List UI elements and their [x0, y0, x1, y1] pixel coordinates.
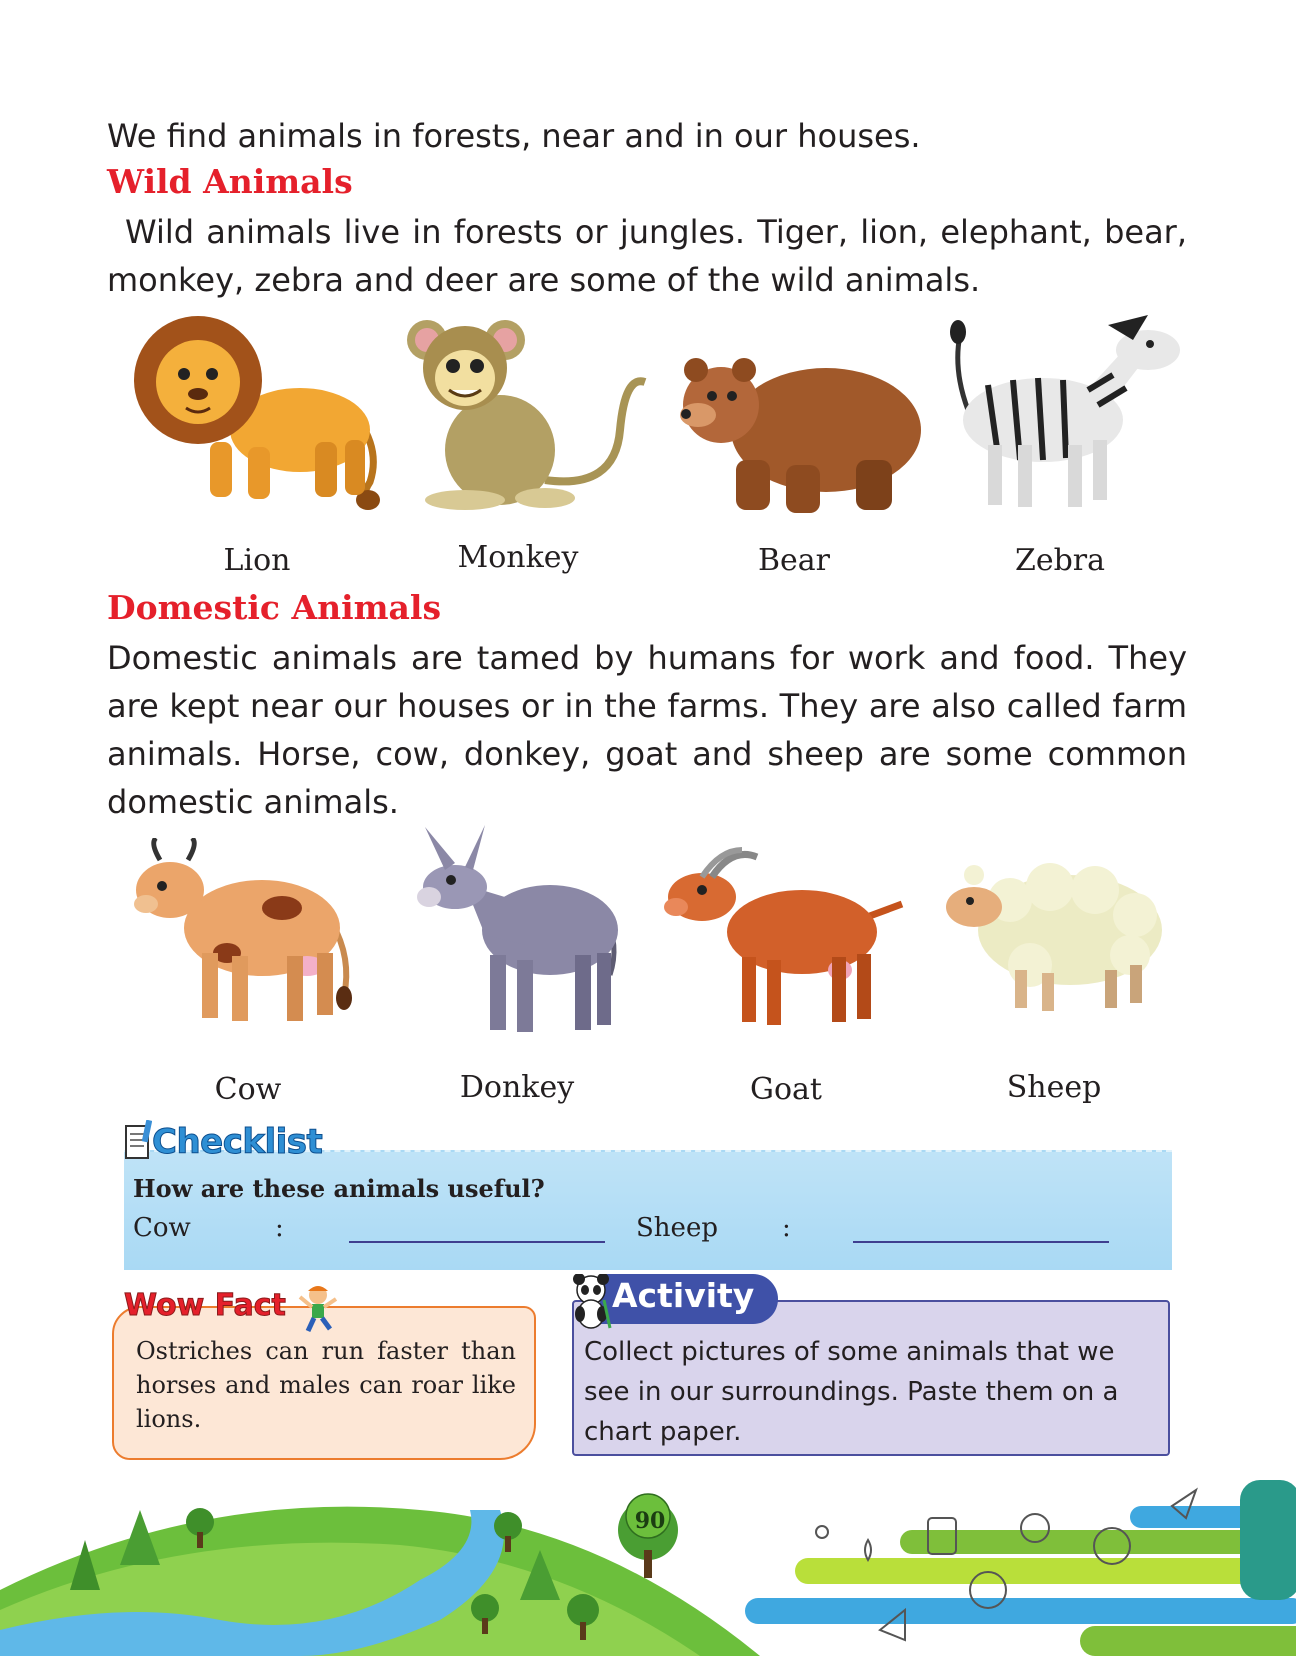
cow-illustration: [132, 838, 362, 1033]
intro-text: We find animals in forests, near and in our houses.: [107, 117, 921, 155]
zebra-illustration: [948, 300, 1188, 520]
caption-goat: Goat: [750, 1072, 822, 1107]
caption-sheep: Sheep: [1006, 1070, 1102, 1105]
bear-illustration: [676, 350, 926, 520]
caption-monkey: Monkey: [457, 540, 579, 575]
caption-lion: Lion: [223, 543, 291, 578]
goat-illustration: [662, 842, 912, 1032]
caption-donkey: Donkey: [459, 1070, 575, 1105]
wild-animals-text: Wild animals live in forests or jungles. Tiger, lion, elephant, bear, monkey, zebra and deer are some of the wild animals.: [107, 213, 1187, 299]
checklist-item-sheep: Sheep: [636, 1213, 718, 1243]
checklist-colon-sheep: :: [782, 1213, 791, 1243]
notepad-icon: [124, 1120, 152, 1160]
activity-title: Activity: [612, 1276, 755, 1315]
checklist-band: [124, 1150, 1172, 1270]
wild-animals-heading: Wild Animals: [107, 162, 353, 201]
caption-bear: Bear: [757, 543, 831, 578]
checklist-colon-cow: :: [275, 1213, 284, 1243]
panda-icon: [570, 1274, 612, 1330]
domestic-animals-text: Domestic animals are tamed by humans for work and food. They are kept near our houses or in the farms. They are also called farm animals. Horse, cow, donkey, goat and sheep are some common domestic animals.: [107, 639, 1187, 821]
checklist-question: How are these animals useful?: [133, 1174, 545, 1203]
monkey-illustration: [405, 320, 655, 520]
caption-cow: Cow: [214, 1072, 282, 1107]
lion-illustration: [130, 312, 395, 512]
donkey-illustration: [415, 825, 625, 1045]
checklist-title: Checklist: [152, 1122, 323, 1162]
wow-fact-title: Wow Fact: [124, 1288, 286, 1323]
footer-landscape: [0, 1470, 1296, 1656]
wow-fact-text: Ostriches can run faster than horses and males can roar like lions.: [136, 1337, 516, 1433]
page-number: 90: [634, 1508, 666, 1534]
caption-zebra: Zebra: [1014, 543, 1106, 578]
domestic-animals-heading: Domestic Animals: [107, 588, 442, 627]
checklist-item-cow: Cow: [133, 1213, 191, 1243]
sheep-illustration: [940, 855, 1170, 1015]
answer-line-sheep[interactable]: [853, 1241, 1109, 1243]
answer-line-cow[interactable]: [349, 1241, 605, 1243]
activity-text: Collect pictures of some animals that we see in our surroundings. Paste them on a chart paper.: [584, 1337, 1119, 1447]
kid-icon: [296, 1283, 346, 1333]
